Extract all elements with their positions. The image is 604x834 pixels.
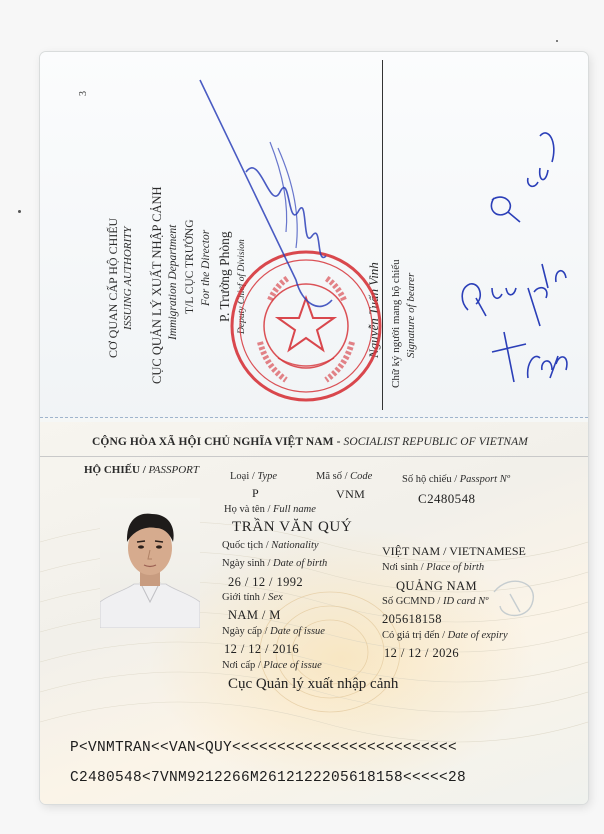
place-of-birth-value: QUẢNG NAM <box>396 579 478 593</box>
code-label: Mã số / Code <box>316 471 373 482</box>
director-vi: T/L CỤC TRƯỞNG <box>184 219 196 314</box>
sex-label: Giới tính / Sex <box>222 592 283 603</box>
document-title-en: PASSPORT <box>148 464 200 476</box>
code-value: VNM <box>336 487 366 501</box>
issuing-page <box>40 52 588 418</box>
bearer-signature-vi: Chữ ký người mang hộ chiếu <box>390 259 402 388</box>
scan-speck <box>18 210 21 213</box>
date-of-birth-label: Ngày sinh / Date of birth <box>222 558 328 569</box>
page-number: 3 <box>78 91 89 96</box>
sex-value: NAM / M <box>228 608 281 622</box>
director-en: For the Director <box>200 229 212 306</box>
id-card-label: Số GCMND / ID card Nº <box>382 596 489 607</box>
nationality-label: Quốc tịch / Nationality <box>222 540 319 551</box>
bearer-signature <box>40 52 588 418</box>
place-of-issue-label: Nơi cấp / Place of issue <box>222 660 322 671</box>
header-rule <box>40 456 588 457</box>
issuing-authority-en: ISSUING AUTHORITY <box>122 226 134 330</box>
type-value: P <box>252 486 260 500</box>
mrz-line-2: C2480548<7VNM9212266M2612122205618158<<<<<28 <box>70 770 467 786</box>
country-name-en: SOCIALIST REPUBLIC OF VIETNAM <box>343 436 528 448</box>
passport-number-label: Số hộ chiếu / Passport Nº <box>402 474 510 485</box>
deputy-en: Deputy Chief of Division <box>237 239 247 334</box>
date-of-expiry-value: 12 / 12 / 2026 <box>384 646 460 660</box>
department-vi: CỤC QUẢN LÝ XUẤT NHẬP CẢNH <box>150 186 164 384</box>
department-en: Immigration Department <box>167 224 179 340</box>
mrz-line-1: P<VNMTRAN<<VAN<QUY<<<<<<<<<<<<<<<<<<<<<<<<< <box>70 740 458 756</box>
page-fold-line <box>40 417 588 418</box>
id-card-value: 205618158 <box>382 612 442 626</box>
document-title-vi: HỘ CHIẾU <box>84 464 140 476</box>
document-title: HỘ CHIẾU / PASSPORT <box>84 464 200 476</box>
bearer-signature-en: Signature of bearer <box>405 272 417 358</box>
date-of-issue-value: 12 / 12 / 2016 <box>224 642 300 656</box>
country-header-separator: - <box>333 436 344 448</box>
deputy-vi: P. Trưởng Phòng <box>217 231 232 322</box>
nationality-value: VIỆT NAM / VIETNAMESE <box>382 544 526 558</box>
date-of-expiry-label: Có giá trị đến / Date of expiry <box>382 630 508 641</box>
country-name-vi: CỘNG HÒA XÃ HỘI CHỦ NGHĨA VIỆT NAM <box>92 436 334 448</box>
place-of-birth-label: Nơi sinh / Place of birth <box>382 562 485 573</box>
holder-photo <box>100 498 200 628</box>
holder-portrait-image <box>100 498 200 628</box>
date-of-birth-value: 26 / 12 / 1992 <box>228 575 304 589</box>
passport-spread <box>40 52 588 804</box>
data-page <box>40 422 588 804</box>
passport-number-value: C2480548 <box>418 491 476 506</box>
full-name-label: Họ và tên / Full name <box>224 504 316 515</box>
signer-name: Nguyễn Tuấn Vinh <box>366 262 381 358</box>
type-label: Loại / Type <box>230 471 278 482</box>
issuing-authority-vi: CƠ QUAN CẤP HỘ CHIẾU <box>106 217 120 358</box>
country-header <box>92 436 528 448</box>
place-of-issue-value: Cục Quản lý xuất nhập cảnh <box>228 676 399 692</box>
full-name-value: TRẦN VĂN QUÝ <box>232 519 353 535</box>
date-of-issue-label: Ngày cấp / Date of issue <box>222 626 325 637</box>
scan-speck <box>556 40 558 42</box>
